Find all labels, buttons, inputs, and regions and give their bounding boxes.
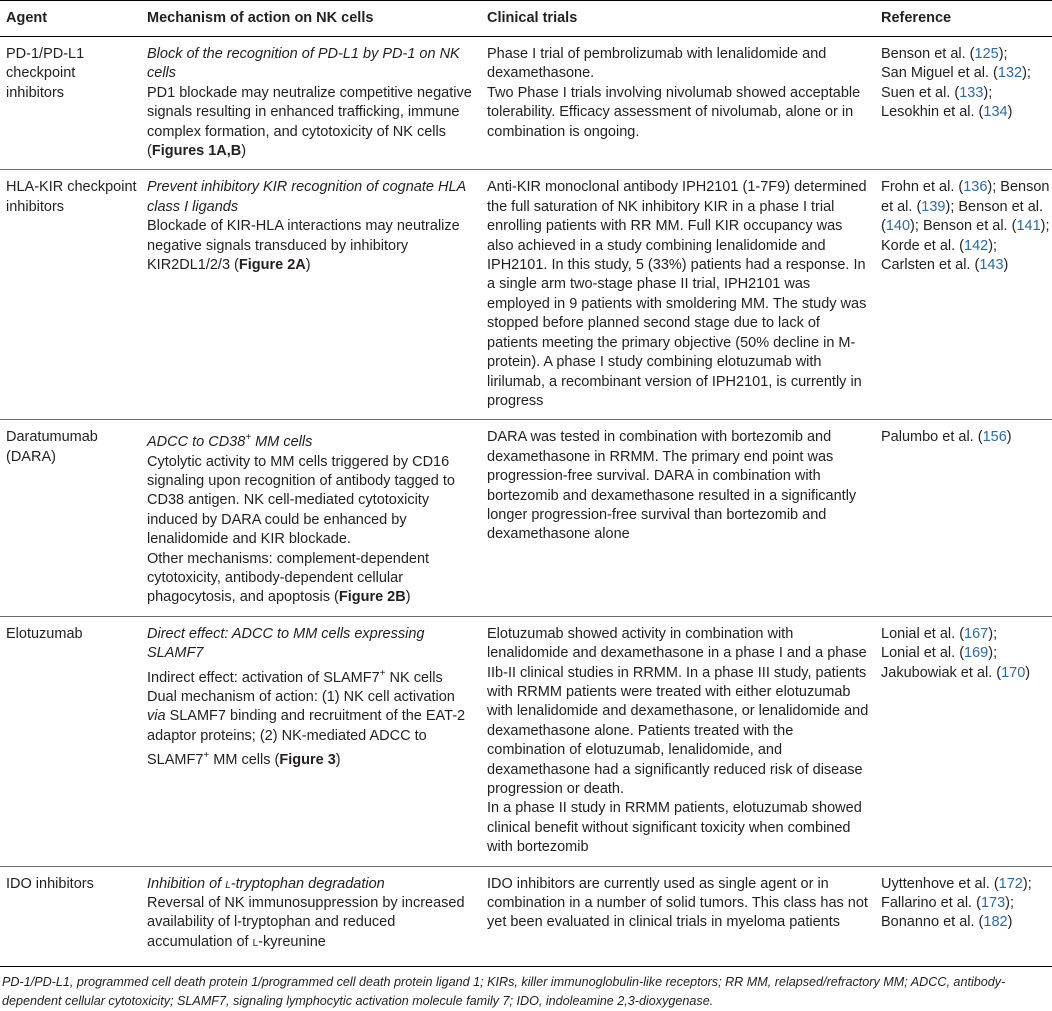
mechanism-cell [141,420,481,616]
figure-link[interactable]: Figure 3 [279,751,336,768]
reference-item: Frohn et al. (136); [881,179,1001,196]
mechanism-heading: Direct effect: ADCC to MM cells expressing SLAMF7 [147,625,425,662]
reference-link[interactable]: 172 [998,875,1023,892]
mechanism-heading: ADCC to CD38+ MM cells [147,432,313,451]
mechanism-cell [141,37,481,170]
trials-cell [481,37,875,170]
reference-link[interactable]: 125 [974,46,999,62]
reference-link[interactable]: 136 [963,179,988,196]
reference-cell [875,170,1052,420]
reference-item: Benson et al. (141); [922,218,1050,235]
agent-cell: Daratumumab (DARA) [0,420,141,616]
reference-link[interactable]: 133 [959,84,984,101]
mechanism-text: Reversal of NK immunosuppression by increased availability of l-tryptophan and reduced accumulation of l-kyreunine [147,895,465,950]
mechanism-cell [141,616,481,866]
reference-link[interactable]: 173 [980,895,1006,912]
reference-item: Fallarino et al. (173); [881,895,1014,912]
reference-item: San Miguel et al. (132); [881,65,1031,82]
agent-cell: HLA-KIR checkpoint inhibitors [0,170,141,420]
reference-item: Korde et al. (142); [881,237,998,254]
table-row [0,170,1052,420]
mechanism-text: Indirect effect: activation of SLAMF7+ NK cells [147,667,443,686]
trials-text: IDO inhibitors are currently used as single agent or in combination in a number of solid tumors. This class has not yet been evaluated in clinical trials in myeloma patients [487,875,868,931]
reference-link[interactable]: 140 [885,218,911,235]
mechanism-text: Cytolytic activity to MM cells triggered by CD16 signaling upon recognition of antibody tagged to CD38 antigen. NK cell-mediated cytotoxicity induced by DARA could be enhanced by lenalidomide and KIR blockade. [147,453,455,548]
trials-cell [481,616,875,866]
reference-cell [875,420,1052,616]
header-row [0,1,1052,37]
table-row [0,420,1052,616]
agent-cell: PD-1/PD-L1 checkpoint inhibitors [0,37,141,170]
header-reference: Reference [875,1,1052,37]
figure-link[interactable]: Figure 2A [238,257,306,274]
trials-cell [481,420,875,616]
table-footnote: PD-1/PD-L1, programmed cell death protein 1/programmed cell death protein ligand 1; KIRs, killer immunoglobulin-like receptors; RR MM, relapsed/refractory MM; ADCC, antibody-dependent cellular cytotoxicity; SLAMF7, signaling lymphocytic activation molecule family 7; IDO, indoleamine 2,3-dioxygenase. [2,975,1006,1009]
reference-item: Jakubowiak et al. (170) [881,664,1031,681]
trials-text: DARA was tested in combination with bortezomib and dexamethasone in RRMM. The primary end point was progression-free survival. DARA in combination with bortezomib and dexamethasone resulted in a significantly longer progression-free survival than bortezomib and dexamethasone alone [487,429,857,543]
reference-item: Bonanno et al. (182) [881,914,1013,931]
reference-link[interactable]: 182 [983,914,1008,931]
reference-item: Suen et al. (133); [881,84,993,101]
mechanism-heading: Inhibition of l-tryptophan degradation [147,875,385,892]
header-mechanism: Mechanism of action on NK cells [141,1,481,37]
mechanism-text: PD1 blockade may neutralize competitive negative signals resulting in enhanced trafficking, immune complex formation, and cytotoxicity of NK cells (Figures 1A,B) [147,84,472,160]
reference-link[interactable]: 134 [983,104,1008,121]
agent-cell: Elotuzumab [0,616,141,866]
header-trials: Clinical trials [481,1,875,37]
mechanism-text: Other mechanisms: complement-dependent cytotoxicity, antibody-dependent cellular phagocytosis, and apoptosis (Figure 2B) [147,550,430,606]
reference-link[interactable]: 170 [1001,664,1026,681]
figure-link[interactable]: Figures 1A,B [151,143,242,160]
header-agent: Agent [0,1,141,37]
figure-link[interactable]: Figure 2B [338,589,406,606]
trials-text: Phase I trial of pembrolizumab with lenalidomide and dexamethasone. Two Phase I trials involving nivolumab showed acceptable tolerability. Efficacy assessment of nivolumab, alone or in combination is ongoing. [487,46,861,140]
reference-cell [875,866,1052,967]
reference-item: Lonial et al. (169); [881,645,998,662]
reference-item: Lesokhin et al. (134) [881,104,1013,121]
reference-cell [875,37,1052,170]
trials-text: Anti-KIR monoclonal antibody IPH2101 (1-7F9) determined the full saturation of NK inhibitory KIR in a phase I trial enrolling patients with RR MM. Full KIR occupancy was also achieved in a study combining lenalidomide and IPH2101. In this study, 5 (33%) patients had a response. In a single arm two-stage phase II trial, IPH2101 was employed in 9 patients with smoldering MM. The study was stopped before planned second stage due to lack of patients meeting the primary objective (50% decline in M-protein). A phase I study combining elotuzumab with lirilumab, a recombinant version of IPH2101, is currently in progress [487,179,867,409]
table-row [0,866,1052,967]
reference-link[interactable]: 139 [921,198,946,215]
reference-item: Uyttenhove et al. (172); [881,875,1032,892]
mechanism-text: Blockade of KIR-HLA interactions may neutralize negative signals transduced by inhibitory KIR2DL1/2/3 (Figure 2A) [147,218,460,274]
reference-cell [875,616,1052,866]
reference-link[interactable]: 132 [997,65,1023,82]
trials-cell [481,170,875,420]
reference-item: Carlsten et al. (143) [881,257,1009,274]
reference-link[interactable]: 167 [964,625,989,642]
reference-link[interactable]: 169 [964,645,989,662]
table-row [0,37,1052,170]
table-row [0,616,1052,866]
mechanism-heading: Block of the recognition of PD-L1 by PD-1 on NK cells [147,46,460,82]
reference-item: Benson et al. (139); [881,179,1050,215]
reference-link[interactable]: 143 [979,257,1004,274]
trials-text: Elotuzumab showed activity in combination with lenalidomide and dexamethasone in a phase I and a phase IIb-II clinical studies in RRMM. In a phase III study, patients with RRMM patients were treated with either elotuzumab with lenalidomide and dexamethasone, or lenalidomide and dexamethasone alone. Patients treated with the combination of elotuzumab, lenalidomide, and dexamethasone had a significantly reduced risk of disease progression or death. In a phase II study in RRMM patients, elotuzumab showed clinical benefit without significant toxicity when combined with bortezomib [487,625,869,856]
reference-link[interactable]: 142 [964,237,989,254]
mechanism-cell [141,866,481,967]
reference-item: Benson et al. (140); [881,198,1044,235]
reference-item: Palumbo et al. (156) [881,429,1012,446]
reference-link[interactable]: 156 [982,429,1007,446]
mechanism-text: Dual mechanism of action: (1) NK cell activation via SLAMF7 binding and recruitment of the EAT-2 adaptor proteins; (2) NK-mediated ADCC to SLAMF7+ MM cells (Figure 3) [147,688,466,768]
mechanism-cell [141,170,481,420]
agent-cell: IDO inhibitors [0,866,141,967]
mechanism-heading: Prevent inhibitory KIR recognition of cognate HLA class I ligands [147,179,466,215]
reference-item: Benson et al. (125); [881,46,1008,62]
reference-item: Lonial et al. (167); [881,625,998,642]
reference-link[interactable]: 141 [1016,218,1041,235]
trials-cell [481,866,875,967]
